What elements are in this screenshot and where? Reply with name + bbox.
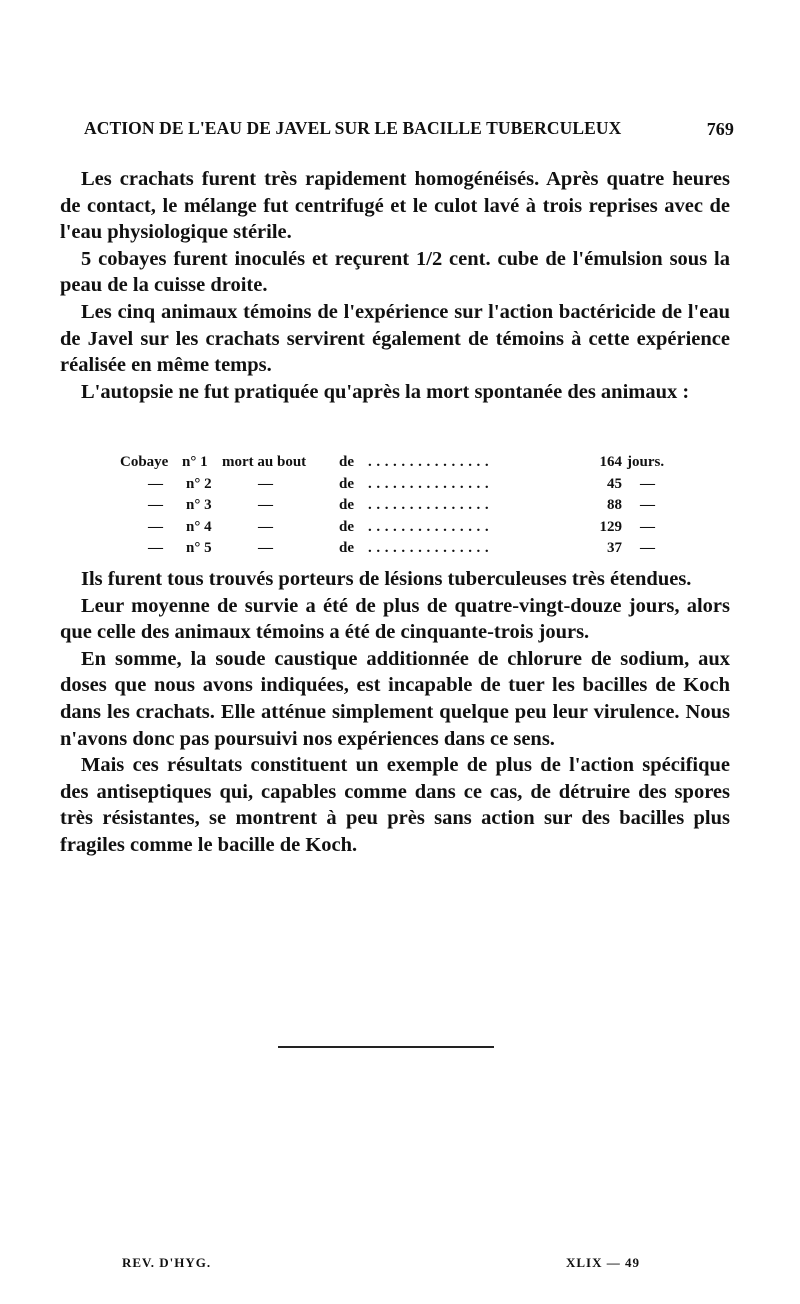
body-text-bottom xyxy=(60,566,730,859)
section-rule xyxy=(278,1046,494,1048)
table-cell-number: n° 5 xyxy=(186,540,212,557)
table-cell-de: de xyxy=(339,497,354,514)
table-cell-leader: ............... xyxy=(368,518,494,535)
survival-table xyxy=(120,452,680,560)
paragraph: En somme, la soude caustique additionnée de chlorure de sodium, aux doses que nous avons indiquées, est incapable de tuer les bacilles de Koch dans les crachats. Elle atténue simplement quelque peu leur virulence. Nous n'avons donc pas poursuivi nos expériences dans ce sens. xyxy=(60,647,730,750)
table-cell-number: n° 3 xyxy=(186,497,212,514)
table-cell-de: de xyxy=(339,475,354,492)
table-cell-number: n° 2 xyxy=(186,475,212,492)
table-row xyxy=(120,538,680,560)
table-cell-de: de xyxy=(339,540,354,557)
table-cell-unit: jours. xyxy=(627,454,665,470)
running-title: ACTION DE L'EAU DE JAVEL SUR LE BACILLE TUBERCULEUX xyxy=(84,118,622,138)
paragraph: Leur moyenne de survie a été de plus de quatre-vingt-douze jours, alors que celle des animaux témoins a été de cinquante-trois jours. xyxy=(60,594,730,644)
table-cell-event: — xyxy=(258,497,273,514)
table-cell-leader: ............... xyxy=(368,540,494,557)
table-cell-days: 37 xyxy=(607,540,622,557)
running-header xyxy=(84,118,734,146)
paragraph: 5 cobayes furent inoculés et reçurent 1/2 cent. cube de l'émulsion sous la peau de la cuisse droite. xyxy=(60,247,730,297)
table-row xyxy=(120,474,680,496)
table-cell-event: — xyxy=(258,540,273,557)
table-cell-days: 45 xyxy=(607,475,622,492)
table-cell-de: de xyxy=(339,454,354,470)
table-row xyxy=(120,452,680,474)
table-cell-unit: — xyxy=(640,540,655,557)
table-cell-days: 88 xyxy=(607,497,622,514)
table-row xyxy=(120,495,680,517)
table-cell-number: n° 1 xyxy=(182,454,208,470)
page-footer xyxy=(0,1255,800,1277)
table-cell-unit: — xyxy=(640,518,655,535)
page-number: 769 xyxy=(706,119,734,139)
table-cell-event: — xyxy=(258,518,273,535)
paragraph: L'autopsie ne fut pratiquée qu'après la mort spontanée des animaux : xyxy=(81,380,690,403)
table-row xyxy=(120,517,680,539)
table-cell-days: 164 xyxy=(599,454,622,470)
paragraph: Mais ces résultats constituent un exemple de plus de l'action spécifique des antiseptiques qui, capables comme dans ce cas, de détruire des spores très résistantes, se montrent à peu près sans action sur des bacilles plus fragiles comme le bacille de Koch. xyxy=(60,754,730,856)
table-cell-unit: — xyxy=(640,475,655,492)
paragraph: Ils furent tous trouvés porteurs de lésions tuberculeuses très étendues. xyxy=(81,568,692,590)
body-text-top xyxy=(60,166,730,405)
table-cell-leader: ............... xyxy=(368,475,494,492)
footer-journal: REV. D'HYG. xyxy=(122,1255,212,1270)
table-cell-days: 129 xyxy=(599,518,622,535)
table-cell-subject: — xyxy=(148,540,163,557)
table-cell-number: n° 4 xyxy=(186,518,212,535)
paragraph: Les crachats furent très rapidement homogénéisés. Après quatre heures de contact, le mélange fut centrifugé et le culot lavé à trois reprises avec de l'eau physiologique stérile. xyxy=(60,168,730,244)
table-cell-event: mort au bout xyxy=(222,454,307,470)
table-cell-leader: ............... xyxy=(368,454,494,470)
table-cell-de: de xyxy=(339,518,354,535)
footer-signature: XLIX — 49 xyxy=(566,1255,641,1270)
table-cell-subject: Cobaye xyxy=(120,454,169,470)
table-cell-subject: — xyxy=(148,475,163,492)
table-cell-leader: ............... xyxy=(368,497,494,514)
table-cell-subject: — xyxy=(148,497,163,514)
table-cell-unit: — xyxy=(640,497,655,514)
table-cell-event: — xyxy=(258,475,273,492)
paragraph: Les cinq animaux témoins de l'expérience sur l'action bactéricide de l'eau de Javel sur les crachats servirent également de témoins à cette expérience réalisée en même temps. xyxy=(60,300,730,377)
table-cell-subject: — xyxy=(148,518,163,535)
